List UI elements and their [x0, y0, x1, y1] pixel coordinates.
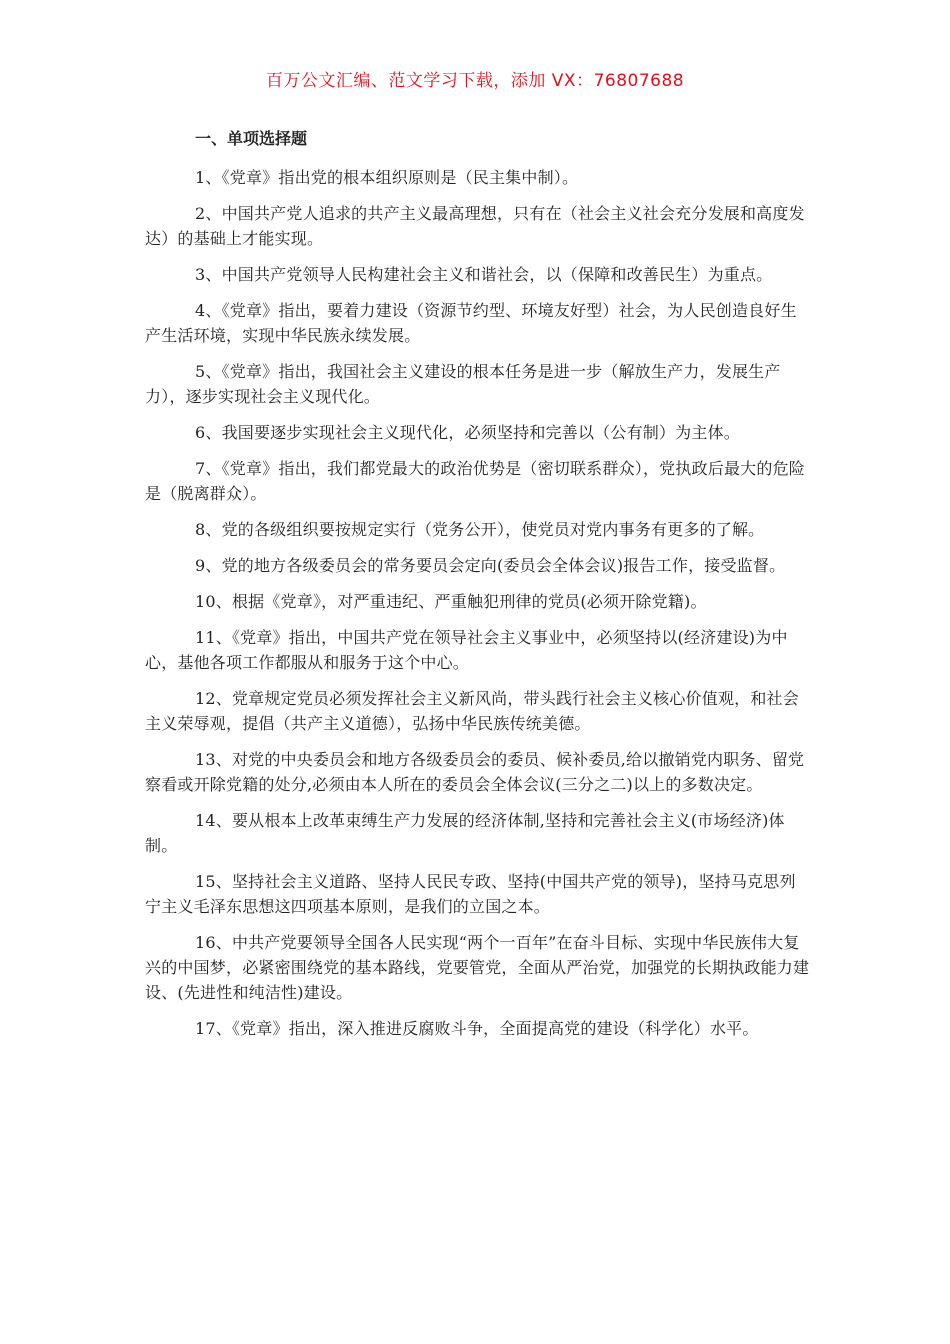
question-10: 10、根据《党章》，对严重违纪、严重触犯刑律的党员(必须开除党籍)。: [195, 592, 707, 611]
question-12: 12、党章规定党员必须发挥社会主义新风尚，带头践行社会主义核心价值观，和社会主义荣辱观，提倡（共产主义道德），弘扬中华民族传统美德。: [145, 689, 799, 733]
question-13: 13、对党的中央委员会和地方各级委员会的委员、候补委员,给以撤销党内职务、留党察看或开除党籍的处分,必须由本人所在的委员会全体会议(三分之二)以上的多数决定。: [145, 750, 805, 794]
question-4: 4、《党章》指出，要着力建设（资源节约型、环境友好型）社会，为人民创造良好生产生活环境，实现中华民族永续发展。: [145, 301, 797, 345]
header-banner: 百万公文汇编、范文学习下载，添加 VX：76807688: [265, 71, 685, 91]
question-3: 3、中国共产党领导人民构建社会主义和谐社会，以（保障和改善民生）为重点。: [195, 265, 773, 284]
question-7: 7、《党章》指出，我们都党最大的政治优势是（密切联系群众），党执政后最大的危险是（脱离群众）。: [145, 459, 805, 503]
question-9: 9、党的地方各级委员会的常务要员会定向(委员会全体会议)报告工作，接受监督。: [195, 556, 786, 575]
question-11: 11、《党章》指出，中国共产党在领导社会主义事业中，必须坚持以(经济建设)为中心，基他各项工作都服从和服务于这个中心。: [145, 628, 788, 672]
question-14: 14、要从根本上改革束缚生产力发展的经济体制,坚持和完善社会主义(市场经济)体制。: [145, 811, 785, 855]
section-title: 一、单项选择题: [195, 129, 308, 148]
document-body: [145, 126, 810, 1052]
question-16: 16、中共产党要领导全国各人民实现“两个一百年”在奋斗目标、实现中华民族伟大复兴的中国梦，必紧密围绕党的基本路线，党要管党，全面从严治党，加强党的长期执政能力建设、(先进性和纯洁性)建设。: [145, 933, 810, 1002]
question-5: 5、《党章》指出，我国社会主义建设的根本任务是进一步（解放生产力，发展生产力），逐步实现社会主义现代化。: [145, 362, 781, 406]
question-17: 17、《党章》指出，深入推进反腐败斗争，全面提高党的建设（科学化）水平。: [195, 1019, 759, 1038]
question-6: 6、我国要逐步实现社会主义现代化，必须坚持和完善以（公有制）为主体。: [195, 423, 740, 442]
question-1: 1、《党章》指出党的根本组织原则是（民主集中制）。: [195, 168, 579, 187]
question-15: 15、坚持社会主义道路、坚持人民民专政、坚持(中国共产党的领导)，坚持马克思列宁主义毛泽东思想这四项基本原则，是我们的立国之本。: [145, 872, 796, 916]
question-8: 8、党的各级组织要按规定实行（党务公开），使党员对党内事务有更多的了解。: [195, 520, 765, 539]
question-2: 2、中国共产党人追求的共产主义最高理想，只有在（社会主义社会充分发展和高度发达）的基础上才能实现。: [145, 204, 805, 248]
